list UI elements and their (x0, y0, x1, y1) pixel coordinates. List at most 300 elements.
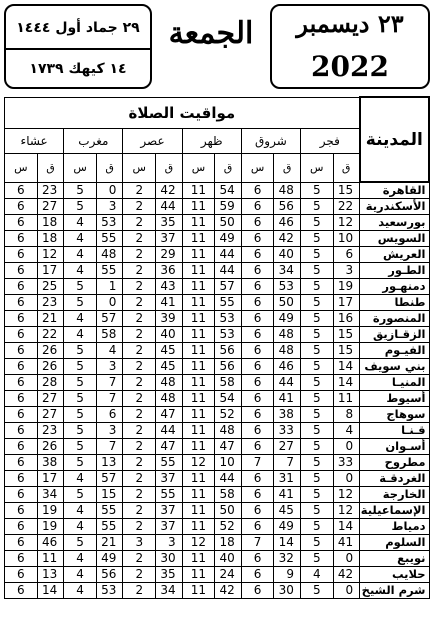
hijri-coptic-date-box (4, 4, 152, 89)
city-name: حلايب (360, 566, 429, 582)
minutes-cell: 29 (156, 246, 183, 262)
hours-cell: 5 (300, 518, 333, 534)
minutes-cell: 49 (96, 550, 123, 566)
minutes-cell: 33 (333, 454, 360, 470)
table-row (5, 438, 430, 454)
hours-cell: 6 (5, 262, 38, 278)
hours-cell: 2 (123, 262, 156, 278)
hours-cell: 11 (182, 230, 215, 246)
city-name: الغردقـة (360, 470, 429, 486)
hours-cell: 5 (300, 278, 333, 294)
hours-cell: 6 (5, 422, 38, 438)
hours-cell: 6 (241, 342, 274, 358)
hours-cell: 5 (300, 550, 333, 566)
minutes-cell: 57 (215, 278, 242, 294)
hours-cell: 3 (123, 534, 156, 550)
hours-cell: 11 (182, 502, 215, 518)
minutes-cell: 12 (333, 486, 360, 502)
prayer-header-2: ظهر (182, 128, 241, 153)
hours-cell: 5 (300, 582, 333, 598)
minutes-cell: 14 (333, 358, 360, 374)
minutes-cell: 18 (37, 230, 64, 246)
minutes-cell: 27 (37, 406, 64, 422)
table-row (5, 246, 430, 262)
hours-cell: 11 (182, 518, 215, 534)
minutes-cell: 46 (274, 358, 301, 374)
hours-cell: 2 (123, 470, 156, 486)
hours-cell: 5 (300, 230, 333, 246)
minutes-cell: 14 (274, 534, 301, 550)
city-name: طنطا (360, 294, 429, 310)
minutes-cell: 54 (215, 390, 242, 406)
unit-min-label: ق (156, 153, 183, 182)
minutes-cell: 0 (333, 582, 360, 598)
minutes-cell: 45 (156, 342, 183, 358)
minutes-cell: 55 (156, 486, 183, 502)
table-row (5, 214, 430, 230)
hours-cell: 5 (300, 358, 333, 374)
minutes-cell: 18 (215, 534, 242, 550)
unit-min-label: ق (96, 153, 123, 182)
minutes-cell: 56 (215, 358, 242, 374)
minutes-cell: 53 (274, 278, 301, 294)
minutes-cell: 19 (37, 518, 64, 534)
hours-cell: 6 (5, 342, 38, 358)
hours-cell: 7 (241, 534, 274, 550)
minutes-cell: 9 (274, 566, 301, 582)
minutes-cell: 44 (215, 246, 242, 262)
hours-cell: 4 (64, 230, 97, 246)
gregorian-date-box (270, 4, 430, 89)
minutes-cell: 27 (37, 390, 64, 406)
minutes-cell: 37 (156, 518, 183, 534)
hours-cell: 11 (182, 358, 215, 374)
minutes-cell: 44 (156, 198, 183, 214)
hours-cell: 2 (123, 550, 156, 566)
minutes-cell: 28 (37, 374, 64, 390)
hours-cell: 6 (5, 534, 38, 550)
minutes-cell: 4 (96, 342, 123, 358)
hours-cell: 6 (5, 310, 38, 326)
hours-cell: 6 (5, 406, 38, 422)
hours-cell: 5 (64, 294, 97, 310)
minutes-cell: 36 (156, 262, 183, 278)
minutes-cell: 10 (215, 454, 242, 470)
unit-hour-label: س (182, 153, 215, 182)
hours-cell: 6 (241, 230, 274, 246)
hours-cell: 4 (300, 566, 333, 582)
table-row (5, 582, 430, 598)
city-name: الطـور (360, 262, 429, 278)
minutes-cell: 45 (156, 358, 183, 374)
hours-cell: 2 (123, 342, 156, 358)
minutes-cell: 57 (96, 310, 123, 326)
minutes-cell: 46 (37, 534, 64, 550)
minutes-cell: 26 (37, 342, 64, 358)
hours-cell: 2 (123, 246, 156, 262)
hours-cell: 5 (64, 486, 97, 502)
minutes-cell: 19 (37, 502, 64, 518)
hours-cell: 11 (182, 294, 215, 310)
minutes-cell: 19 (333, 278, 360, 294)
gregorian-year: 2022 (311, 50, 389, 83)
hours-cell: 6 (241, 326, 274, 342)
hours-cell: 5 (64, 438, 97, 454)
hours-cell: 5 (300, 342, 333, 358)
minutes-cell: 56 (96, 566, 123, 582)
hours-cell: 5 (64, 406, 97, 422)
table-row (5, 278, 430, 294)
table-row (5, 534, 430, 550)
minutes-cell: 54 (215, 182, 242, 198)
minutes-cell: 15 (96, 486, 123, 502)
hours-cell: 4 (64, 566, 97, 582)
minutes-cell: 34 (274, 262, 301, 278)
hours-cell: 6 (5, 326, 38, 342)
minutes-cell: 7 (274, 454, 301, 470)
hours-cell: 5 (64, 358, 97, 374)
hours-cell: 6 (241, 198, 274, 214)
hours-cell: 6 (241, 518, 274, 534)
minutes-cell: 14 (333, 374, 360, 390)
hours-cell: 6 (5, 246, 38, 262)
minutes-cell: 7 (96, 390, 123, 406)
hours-cell: 4 (64, 470, 97, 486)
minutes-cell: 15 (333, 326, 360, 342)
minutes-cell: 50 (274, 294, 301, 310)
minutes-cell: 55 (156, 454, 183, 470)
minutes-cell: 15 (333, 182, 360, 198)
minutes-cell: 24 (215, 566, 242, 582)
prayer-times-table (4, 96, 430, 599)
minutes-cell: 44 (215, 262, 242, 278)
hours-cell: 4 (64, 214, 97, 230)
hours-cell: 12 (182, 454, 215, 470)
unit-min-label: ق (37, 153, 64, 182)
city-name: المنيـا (360, 374, 429, 390)
hours-cell: 5 (300, 326, 333, 342)
hours-cell: 5 (64, 198, 97, 214)
minutes-cell: 34 (37, 486, 64, 502)
city-name: بورسعيد (360, 214, 429, 230)
minutes-cell: 53 (96, 214, 123, 230)
minutes-cell: 47 (156, 438, 183, 454)
hours-cell: 5 (300, 406, 333, 422)
city-name: القاهرة (360, 182, 429, 198)
minutes-cell: 18 (37, 214, 64, 230)
minutes-cell: 49 (274, 518, 301, 534)
minutes-cell: 52 (215, 406, 242, 422)
minutes-cell: 42 (215, 582, 242, 598)
hours-cell: 4 (64, 246, 97, 262)
minutes-cell: 48 (156, 390, 183, 406)
minutes-cell: 55 (96, 230, 123, 246)
prayer-header-5: عشاء (5, 128, 64, 153)
minutes-cell: 49 (215, 230, 242, 246)
table-row (5, 230, 430, 246)
hours-cell: 5 (300, 182, 333, 198)
minutes-cell: 17 (37, 470, 64, 486)
hours-cell: 5 (64, 342, 97, 358)
hours-cell: 2 (123, 582, 156, 598)
hours-cell: 2 (123, 566, 156, 582)
table-row (5, 470, 430, 486)
minutes-cell: 48 (274, 342, 301, 358)
minutes-cell: 53 (96, 582, 123, 598)
hours-cell: 5 (300, 198, 333, 214)
hours-cell: 6 (241, 550, 274, 566)
table-row (5, 422, 430, 438)
hours-cell: 6 (5, 454, 38, 470)
hours-cell: 5 (300, 438, 333, 454)
hours-cell: 2 (123, 406, 156, 422)
date-divider (6, 48, 150, 50)
hours-cell: 6 (241, 406, 274, 422)
table-row (5, 374, 430, 390)
minutes-cell: 38 (274, 406, 301, 422)
minutes-cell: 48 (96, 246, 123, 262)
city-name: أسيوط (360, 390, 429, 406)
minutes-cell: 50 (215, 502, 242, 518)
minutes-cell: 25 (37, 278, 64, 294)
city-column-header: المدينة (360, 97, 429, 182)
minutes-cell: 10 (333, 230, 360, 246)
hours-cell: 5 (300, 470, 333, 486)
hours-cell: 5 (300, 502, 333, 518)
minutes-cell: 48 (274, 182, 301, 198)
minutes-cell: 8 (333, 406, 360, 422)
minutes-cell: 6 (333, 246, 360, 262)
minutes-cell: 56 (215, 342, 242, 358)
hours-cell: 6 (241, 502, 274, 518)
minutes-cell: 42 (274, 230, 301, 246)
hours-cell: 2 (123, 502, 156, 518)
hours-cell: 11 (182, 566, 215, 582)
minutes-cell: 3 (96, 198, 123, 214)
hours-cell: 6 (241, 182, 274, 198)
hours-cell: 6 (241, 246, 274, 262)
minutes-cell: 33 (274, 422, 301, 438)
minutes-cell: 44 (274, 374, 301, 390)
minutes-cell: 59 (215, 198, 242, 214)
table-row (5, 454, 430, 470)
hours-cell: 11 (182, 342, 215, 358)
minutes-cell: 55 (215, 294, 242, 310)
hours-cell: 11 (182, 486, 215, 502)
minutes-cell: 0 (333, 438, 360, 454)
coptic-date: ١٤ كيهك ١٧٣٩ (29, 61, 127, 77)
minutes-cell: 3 (96, 358, 123, 374)
city-name: العريش (360, 246, 429, 262)
minutes-cell: 55 (96, 502, 123, 518)
minutes-cell: 49 (274, 310, 301, 326)
minutes-cell: 26 (37, 358, 64, 374)
hours-cell: 2 (123, 198, 156, 214)
hours-cell: 6 (241, 566, 274, 582)
hours-cell: 5 (300, 374, 333, 390)
prayer-header-4: مغرب (64, 128, 123, 153)
unit-hour-label: س (64, 153, 97, 182)
hours-cell: 6 (5, 374, 38, 390)
minutes-cell: 44 (215, 470, 242, 486)
hours-cell: 5 (300, 294, 333, 310)
minutes-cell: 3 (96, 422, 123, 438)
hours-cell: 6 (5, 198, 38, 214)
minutes-cell: 39 (156, 310, 183, 326)
minutes-cell: 53 (215, 326, 242, 342)
minutes-cell: 16 (333, 310, 360, 326)
hours-cell: 6 (5, 358, 38, 374)
table-row (5, 310, 430, 326)
hours-cell: 4 (64, 262, 97, 278)
hours-cell: 2 (123, 230, 156, 246)
hours-cell: 5 (300, 422, 333, 438)
hours-cell: 11 (182, 326, 215, 342)
minutes-cell: 27 (274, 438, 301, 454)
table-row (5, 262, 430, 278)
unit-min-label: ق (333, 153, 360, 182)
hours-cell: 11 (182, 550, 215, 566)
hours-cell: 11 (182, 374, 215, 390)
hours-cell: 6 (5, 566, 38, 582)
hours-cell: 5 (64, 278, 97, 294)
hours-cell: 2 (123, 438, 156, 454)
city-name: السويس (360, 230, 429, 246)
city-name: الخارجة (360, 486, 429, 502)
hours-cell: 6 (5, 470, 38, 486)
hours-cell: 6 (5, 294, 38, 310)
city-name: الإسماعيلية (360, 502, 429, 518)
hours-cell: 11 (182, 278, 215, 294)
minutes-cell: 58 (215, 374, 242, 390)
minutes-cell: 41 (274, 390, 301, 406)
minutes-cell: 3 (333, 262, 360, 278)
hours-cell: 2 (123, 390, 156, 406)
hours-cell: 4 (64, 310, 97, 326)
minutes-cell: 23 (37, 182, 64, 198)
minutes-cell: 42 (333, 566, 360, 582)
hours-cell: 6 (5, 438, 38, 454)
table-row (5, 294, 430, 310)
hours-cell: 5 (64, 182, 97, 198)
minutes-cell: 40 (156, 326, 183, 342)
hours-cell: 6 (241, 422, 274, 438)
hours-cell: 6 (5, 214, 38, 230)
city-name: الأسكندرية (360, 198, 429, 214)
unit-hour-label: س (300, 153, 333, 182)
minutes-cell: 50 (215, 214, 242, 230)
minutes-cell: 0 (96, 294, 123, 310)
hours-cell: 11 (182, 198, 215, 214)
hours-cell: 6 (5, 278, 38, 294)
minutes-cell: 22 (37, 326, 64, 342)
minutes-cell: 14 (333, 518, 360, 534)
minutes-cell: 48 (156, 374, 183, 390)
hours-cell: 5 (64, 534, 97, 550)
minutes-cell: 52 (215, 518, 242, 534)
minutes-cell: 35 (156, 214, 183, 230)
table-row (5, 518, 430, 534)
minutes-cell: 42 (156, 182, 183, 198)
hours-cell: 2 (123, 518, 156, 534)
city-name: الزقـازيق (360, 326, 429, 342)
table-row (5, 198, 430, 214)
hours-cell: 5 (300, 390, 333, 406)
unit-hour-label: س (241, 153, 274, 182)
city-name: دمنهـور (360, 278, 429, 294)
minutes-cell: 17 (37, 262, 64, 278)
minutes-cell: 37 (156, 470, 183, 486)
gregorian-day-month: ٢٣ ديسمبر (296, 9, 404, 38)
hours-cell: 6 (241, 278, 274, 294)
minutes-cell: 22 (333, 198, 360, 214)
hours-cell: 4 (64, 518, 97, 534)
hours-cell: 11 (182, 438, 215, 454)
hours-cell: 11 (182, 470, 215, 486)
minutes-cell: 12 (37, 246, 64, 262)
hours-cell: 11 (182, 310, 215, 326)
minutes-cell: 45 (274, 502, 301, 518)
hours-cell: 5 (300, 214, 333, 230)
city-name: سوهاج (360, 406, 429, 422)
hours-cell: 6 (241, 582, 274, 598)
hours-cell: 12 (182, 534, 215, 550)
minutes-cell: 21 (37, 310, 64, 326)
table-row (5, 502, 430, 518)
hours-cell: 5 (64, 374, 97, 390)
hours-cell: 6 (241, 486, 274, 502)
hours-cell: 2 (123, 486, 156, 502)
hours-cell: 2 (123, 182, 156, 198)
table-title: مواقيت الصلاة (5, 97, 360, 128)
minutes-cell: 0 (333, 470, 360, 486)
minutes-cell: 0 (333, 550, 360, 566)
city-name: قـنـا (360, 422, 429, 438)
minutes-cell: 40 (274, 246, 301, 262)
hours-cell: 6 (241, 470, 274, 486)
minutes-cell: 43 (156, 278, 183, 294)
table-row (5, 342, 430, 358)
hours-cell: 5 (300, 262, 333, 278)
minutes-cell: 32 (274, 550, 301, 566)
minutes-cell: 11 (333, 390, 360, 406)
minutes-cell: 56 (274, 198, 301, 214)
minutes-cell: 7 (96, 374, 123, 390)
minutes-cell: 46 (274, 214, 301, 230)
hours-cell: 11 (182, 262, 215, 278)
hours-cell: 11 (182, 406, 215, 422)
minutes-cell: 47 (215, 438, 242, 454)
hours-cell: 6 (241, 214, 274, 230)
minutes-cell: 1 (96, 278, 123, 294)
minutes-cell: 7 (96, 438, 123, 454)
minutes-cell: 0 (96, 182, 123, 198)
minutes-cell: 12 (333, 214, 360, 230)
hours-cell: 7 (241, 454, 274, 470)
minutes-cell: 55 (96, 262, 123, 278)
city-name: المنصورة (360, 310, 429, 326)
minutes-cell: 15 (333, 342, 360, 358)
hours-cell: 11 (182, 390, 215, 406)
unit-min-label: ق (215, 153, 242, 182)
prayer-header-3: عصر (123, 128, 182, 153)
hours-cell: 6 (241, 374, 274, 390)
minutes-cell: 38 (37, 454, 64, 470)
city-name: شرم الشيخ (360, 582, 429, 598)
minutes-cell: 3 (156, 534, 183, 550)
minutes-cell: 31 (274, 470, 301, 486)
table-row (5, 182, 430, 198)
